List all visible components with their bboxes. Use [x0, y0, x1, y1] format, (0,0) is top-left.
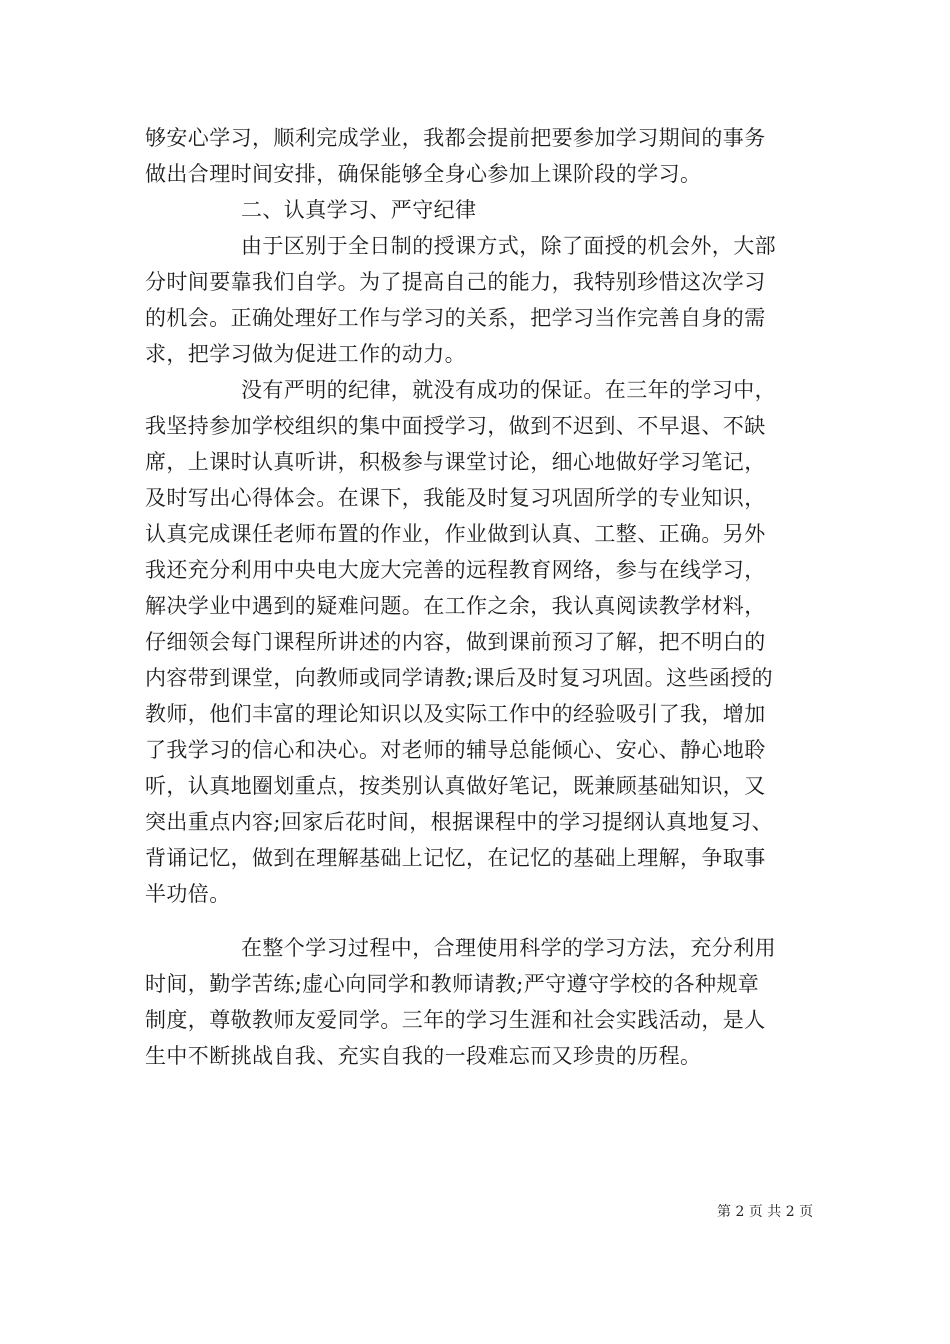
body-line: 认真完成课任老师布置的作业，作业做到认真、工整、正确。另外 [145, 522, 766, 546]
body-line: 我还充分利用中央电大庞大完善的远程教育网络，参与在线学习， [145, 558, 766, 582]
body-line: 仔细领会每门课程所讲述的内容，做到课前预习了解，把不明白的 [145, 630, 766, 654]
paragraph-first-line: 没有严明的纪律，就没有成功的保证。在三年的学习中， [241, 378, 776, 402]
body-line: 做出合理时间安排，确保能够全身心参加上课阶段的学习。 [145, 162, 702, 186]
body-line: 分时间要靠我们自学。为了提高自己的能力，我特别珍惜这次学习 [145, 270, 766, 294]
body-line: 求，把学习做为促进工作的动力。 [145, 342, 466, 366]
body-line: 背诵记忆，做到在理解基础上记忆，在记忆的基础上理解，争取事 [145, 846, 766, 870]
body-line: 内容带到课堂，向教师或同学请教;课后及时复习巩固。这些函授的 [145, 666, 774, 690]
body-line: 突出重点内容;回家后花时间，根据课程中的学习提纲认真地复习、 [145, 810, 774, 834]
body-line: 的机会。正确处理好工作与学习的关系，把学习当作完善自身的需 [145, 306, 766, 330]
body-line: 够安心学习，顺利完成学业，我都会提前把要参加学习期间的事务 [145, 126, 766, 150]
body-line: 我坚持参加学校组织的集中面授学习，做到不迟到、不早退、不缺 [145, 414, 766, 438]
paragraph-first-line: 在整个学习过程中，合理使用科学的学习方法，充分利用 [241, 936, 776, 960]
body-line: 制度，尊敬教师友爱同学。三年的学习生涯和社会实践活动，是人 [145, 1008, 766, 1032]
body-line: 及时写出心得体会。在课下，我能及时复习巩固所学的专业知识， [145, 486, 766, 510]
body-line: 生中不断挑战自我、充实自我的一段难忘而又珍贵的历程。 [145, 1044, 702, 1068]
body-line: 解决学业中遇到的疑难问题。在工作之余，我认真阅读教学材料， [145, 594, 766, 618]
body-line: 教师，他们丰富的理论知识以及实际工作中的经验吸引了我，增加 [145, 702, 766, 726]
body-line: 了我学习的信心和决心。对老师的辅导总能倾心、安心、静心地聆 [145, 738, 766, 762]
body-line: 席，上课时认真听讲，积极参与课堂讨论，细心地做好学习笔记， [145, 450, 766, 474]
paragraph-first-line: 由于区别于全日制的授课方式，除了面授的机会外，大部 [241, 234, 776, 258]
section-heading: 二、认真学习、严守纪律 [241, 198, 477, 222]
body-line: 听，认真地圈划重点，按类别认真做好笔记，既兼顾基础知识，又 [145, 774, 766, 798]
body-line: 时间，勤学苦练;虚心向同学和教师请教;严守遵守学校的各种规章 [145, 972, 760, 996]
body-line: 半功倍。 [145, 882, 231, 906]
page-number: 第 2 页 共 2 页 [717, 1204, 814, 1220]
